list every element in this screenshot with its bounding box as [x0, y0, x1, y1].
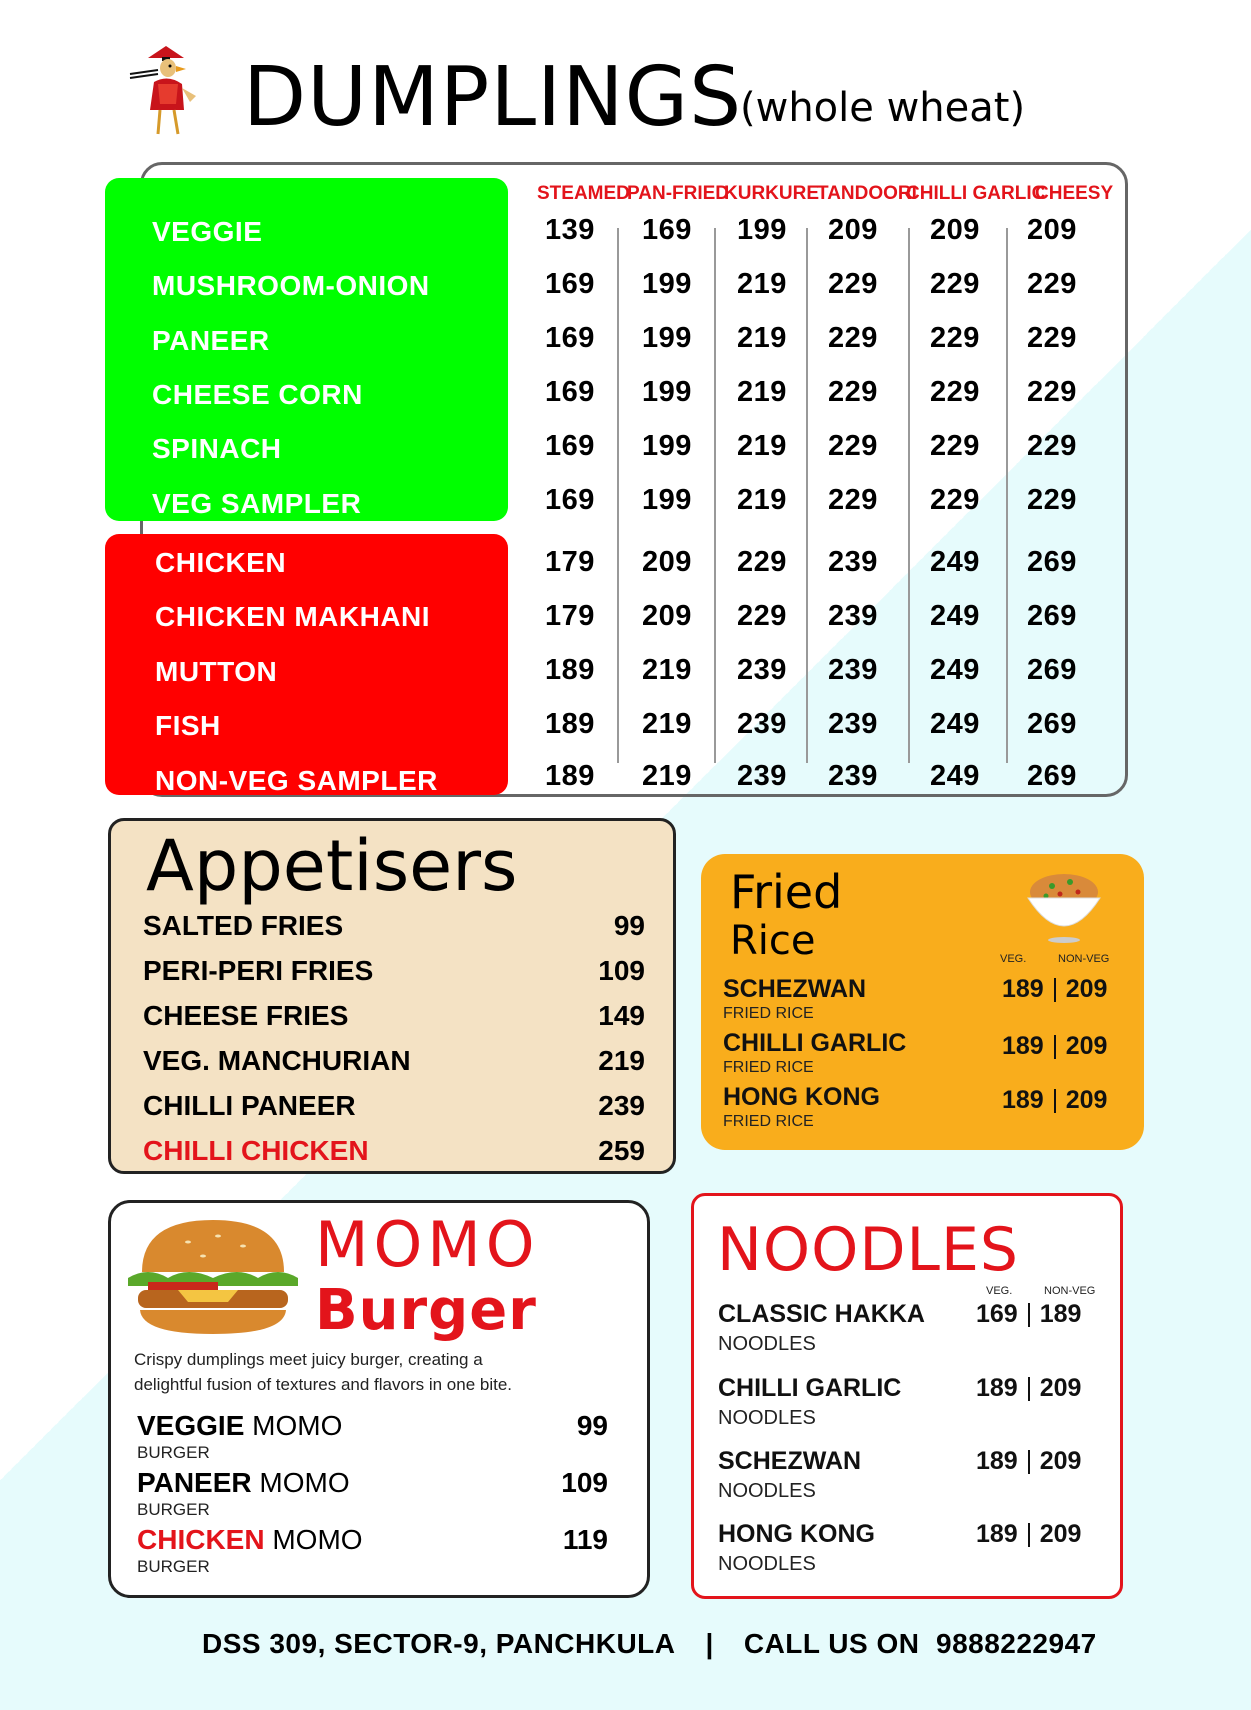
price-cell: 209	[1027, 214, 1077, 246]
price-cell: 229	[828, 484, 878, 516]
appetiser-price: 219	[598, 1045, 645, 1076]
appetiser-price: 149	[598, 1000, 645, 1031]
price-cell: 239	[737, 708, 787, 740]
nonveg-price: 209	[1039, 1374, 1082, 1402]
price-cell: 169	[545, 268, 595, 300]
price-cell: 269	[1027, 654, 1077, 686]
price-cell: 269	[1027, 600, 1077, 632]
noodle-subtitle: NOODLES	[718, 1480, 816, 1502]
nonveg-dish-name: CHICKEN MAKHANI	[155, 601, 431, 632]
price-cell: 139	[545, 214, 595, 246]
column-header: CHEESY	[1035, 183, 1114, 204]
appetiser-price: 109	[598, 955, 645, 986]
price-cell: 209	[642, 600, 692, 632]
column-divider	[714, 228, 716, 763]
veg-dish-name: VEGGIE	[152, 216, 263, 247]
price-cell: 269	[1027, 546, 1077, 578]
veg-nonveg-price-pair	[976, 1300, 1081, 1329]
price-cell: 199	[642, 268, 692, 300]
veg-price: 169	[976, 1300, 1018, 1328]
fried-rice-name: SCHEZWAN	[723, 975, 867, 1003]
price-cell: 169	[642, 214, 692, 246]
footer-separator: |	[705, 1628, 714, 1659]
momo-burger-item-suffix: MOMO	[252, 1410, 343, 1441]
momo-burger-item-name: PANEER	[137, 1467, 252, 1498]
column-divider	[806, 228, 808, 763]
momo-burger-item-suffix: MOMO	[272, 1524, 363, 1555]
appetisers-title: Appetisers	[146, 825, 518, 907]
price-cell: 169	[545, 322, 595, 354]
noodle-subtitle: NOODLES	[718, 1407, 816, 1429]
momo-burger-title: Burger	[315, 1278, 537, 1343]
price-cell: 189	[545, 708, 595, 740]
price-cell: 229	[930, 268, 980, 300]
price-cell: 219	[642, 654, 692, 686]
price-separator	[1054, 1089, 1056, 1113]
rice-bowl-icon	[1022, 862, 1106, 944]
nonveg-price: 209	[1039, 1520, 1082, 1548]
momo-burger-item	[137, 1467, 350, 1499]
price-cell: 219	[737, 430, 787, 462]
column-divider	[908, 228, 910, 763]
price-cell: 239	[828, 546, 878, 578]
price-cell: 199	[642, 376, 692, 408]
price-cell: 249	[930, 654, 980, 686]
momo-burger-item-name: VEGGIE	[137, 1410, 245, 1441]
column-header: CHILLI GARLIC	[906, 183, 1046, 204]
momo-burger-price: 119	[562, 1524, 608, 1555]
veg-price: 189	[976, 1520, 1018, 1548]
nonveg-label: NON-VEG	[1044, 1285, 1096, 1297]
veg-nonveg-price-pair	[1002, 1086, 1107, 1115]
price-cell: 239	[828, 708, 878, 740]
veg-label: VEG.	[1000, 953, 1027, 965]
appetiser-name: CHEESE FRIES	[143, 1000, 349, 1031]
fried-rice-name: CHILLI GARLIC	[723, 1029, 907, 1057]
price-cell: 229	[828, 376, 878, 408]
momo-burger-item	[137, 1410, 342, 1442]
phone-text: CALL US ON 9888222947	[743, 1628, 1097, 1659]
veg-price: 189	[976, 1447, 1018, 1475]
veg-nonveg-price-pair	[1002, 975, 1107, 1004]
price-cell: 179	[545, 546, 595, 578]
veg-nonveg-price-pair	[976, 1447, 1081, 1476]
price-cell: 249	[930, 708, 980, 740]
veg-nonveg-price-pair	[1002, 1032, 1107, 1061]
price-cell: 209	[930, 214, 980, 246]
price-cell: 239	[737, 760, 787, 792]
price-separator	[1028, 1450, 1030, 1474]
momo-burger-item	[137, 1524, 363, 1556]
fried-rice-subtitle: FRIED RICE	[723, 1059, 814, 1076]
column-header: STEAMED	[537, 183, 630, 204]
fried-rice-name: HONG KONG	[723, 1083, 880, 1111]
nonveg-dish-name: FISH	[155, 710, 221, 741]
price-cell: 239	[828, 654, 878, 686]
footer	[202, 1628, 1097, 1660]
column-divider	[617, 228, 619, 763]
momo-burger-title: MOMO	[315, 1208, 540, 1281]
burger-icon	[118, 1212, 308, 1340]
column-header: PAN-FRIED	[627, 183, 730, 204]
price-cell: 249	[930, 760, 980, 792]
price-cell: 229	[1027, 322, 1077, 354]
price-cell: 229	[930, 430, 980, 462]
veg-dish-name: CHEESE CORN	[152, 379, 363, 410]
price-cell: 199	[642, 484, 692, 516]
momo-burger-item-name: CHICKEN	[137, 1524, 265, 1555]
price-cell: 249	[930, 600, 980, 632]
price-cell: 219	[737, 268, 787, 300]
price-cell: 239	[737, 654, 787, 686]
price-cell: 219	[642, 760, 692, 792]
noodle-name: SCHEZWAN	[718, 1447, 862, 1475]
column-divider	[1006, 228, 1008, 763]
price-cell: 209	[828, 214, 878, 246]
price-cell: 229	[1027, 268, 1077, 300]
appetiser-price: 239	[598, 1090, 645, 1121]
noodle-name: CLASSIC HAKKA	[718, 1300, 925, 1328]
noodles-title: NOODLES	[717, 1215, 1019, 1285]
appetiser-name: CHILLI CHICKEN	[143, 1135, 369, 1166]
price-separator	[1054, 1035, 1056, 1059]
nonveg-price: 209	[1065, 1032, 1108, 1060]
price-cell: 229	[737, 600, 787, 632]
price-separator	[1028, 1377, 1030, 1401]
nonveg-price: 189	[1039, 1300, 1082, 1328]
veg-price: 189	[1002, 1032, 1044, 1060]
nonveg-dish-name: NON-VEG SAMPLER	[155, 765, 438, 796]
veg-price: 189	[976, 1374, 1018, 1402]
fried-rice-subtitle: FRIED RICE	[723, 1113, 814, 1130]
veg-dish-name: PANEER	[152, 325, 270, 356]
price-cell: 169	[545, 484, 595, 516]
price-cell: 229	[737, 546, 787, 578]
veg-dish-name: VEG SAMPLER	[152, 488, 362, 519]
price-cell: 199	[642, 322, 692, 354]
veg-dish-name: MUSHROOM-ONION	[152, 270, 430, 301]
address-text: DSS 309, SECTOR-9, PANCHKULA	[202, 1628, 676, 1659]
momo-burger-item-subtitle: BURGER	[137, 1557, 210, 1576]
nonveg-dish-name: MUTTON	[155, 656, 278, 687]
veg-nonveg-price-pair	[976, 1374, 1081, 1403]
price-separator	[1054, 978, 1056, 1002]
price-cell: 169	[545, 376, 595, 408]
veg-price: 189	[1002, 975, 1044, 1003]
price-cell: 229	[1027, 376, 1077, 408]
noodle-name: HONG KONG	[718, 1520, 875, 1548]
nonveg-label: NON-VEG	[1058, 953, 1110, 965]
nonveg-price: 209	[1065, 975, 1108, 1003]
price-cell: 219	[642, 708, 692, 740]
price-cell: 239	[828, 760, 878, 792]
column-header: KURKURE	[724, 183, 819, 204]
noodle-subtitle: NOODLES	[718, 1333, 816, 1355]
momo-burger-description: Crispy dumplings meet juicy burger, creating a	[134, 1350, 483, 1369]
price-cell: 219	[737, 376, 787, 408]
momo-burger-price: 99	[576, 1410, 608, 1441]
price-cell: 229	[828, 268, 878, 300]
veg-dish-name: SPINACH	[152, 433, 282, 464]
veg-label: VEG.	[986, 1285, 1013, 1297]
appetiser-name: PERI-PERI FRIES	[143, 955, 374, 986]
price-separator	[1028, 1523, 1030, 1547]
veg-nonveg-price-pair	[976, 1520, 1081, 1549]
price-cell: 189	[545, 654, 595, 686]
price-cell: 219	[737, 484, 787, 516]
price-cell: 169	[545, 430, 595, 462]
price-cell: 229	[930, 322, 980, 354]
price-cell: 229	[1027, 430, 1077, 462]
nonveg-dish-name: CHICKEN	[155, 547, 287, 578]
momo-burger-description: delightful fusion of textures and flavors in one bite.	[134, 1375, 513, 1394]
fried-rice-subtitle: FRIED RICE	[723, 1005, 814, 1022]
fried-rice-title: Rice	[730, 918, 816, 964]
column-header: TANDOORI	[817, 183, 917, 204]
price-cell: 269	[1027, 708, 1077, 740]
price-cell: 179	[545, 600, 595, 632]
appetiser-price: 259	[598, 1135, 645, 1166]
nonveg-price: 209	[1065, 1086, 1108, 1114]
noodle-subtitle: NOODLES	[718, 1553, 816, 1575]
price-cell: 189	[545, 760, 595, 792]
veg-price: 189	[1002, 1086, 1044, 1114]
fried-rice-title: Fried	[730, 865, 843, 919]
price-cell: 269	[1027, 760, 1077, 792]
price-cell: 209	[642, 546, 692, 578]
price-cell: 229	[828, 430, 878, 462]
price-cell: 199	[642, 430, 692, 462]
price-separator	[1028, 1303, 1030, 1327]
momo-burger-price: 109	[561, 1467, 608, 1498]
price-cell: 229	[828, 322, 878, 354]
price-cell: 249	[930, 546, 980, 578]
price-cell: 219	[737, 322, 787, 354]
noodle-name: CHILLI GARLIC	[718, 1374, 902, 1402]
nonveg-price: 209	[1039, 1447, 1082, 1475]
momo-burger-item-subtitle: BURGER	[137, 1443, 210, 1462]
mascot-logo-icon	[128, 44, 204, 140]
page-title: DUMPLINGS	[243, 50, 743, 145]
momo-burger-item-suffix: MOMO	[259, 1467, 350, 1498]
price-cell: 239	[828, 600, 878, 632]
price-cell: 229	[930, 484, 980, 516]
appetiser-name: VEG. MANCHURIAN	[143, 1045, 411, 1076]
page-subtitle: (whole wheat)	[740, 85, 1026, 131]
price-cell: 229	[1027, 484, 1077, 516]
appetiser-price: 99	[613, 910, 645, 941]
momo-burger-item-subtitle: BURGER	[137, 1500, 210, 1519]
appetiser-name: CHILLI PANEER	[143, 1090, 356, 1121]
appetiser-name: SALTED FRIES	[143, 910, 344, 941]
price-cell: 229	[930, 376, 980, 408]
price-cell: 199	[737, 214, 787, 246]
